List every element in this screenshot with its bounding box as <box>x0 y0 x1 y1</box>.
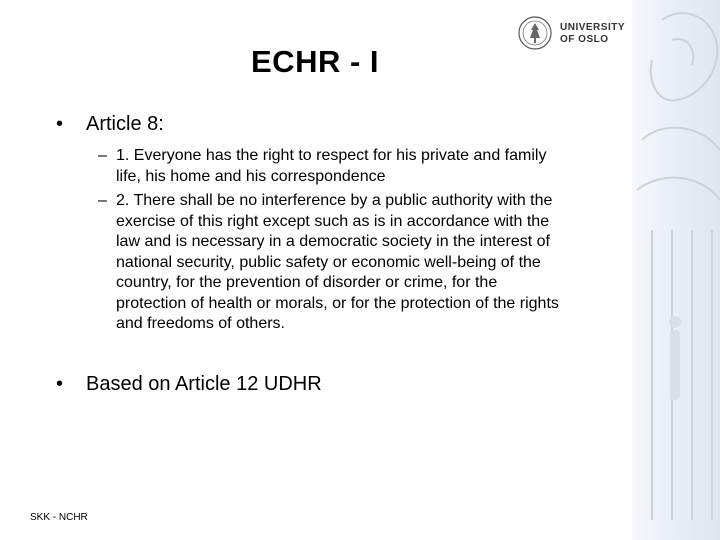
bullet-text: Based on Article 12 UDHR <box>86 373 322 395</box>
subitem-marker: – <box>98 147 107 164</box>
subitem-text: 2. There shall be no interference by a public authority with the exercise of this right except such as is in accordance with the law and is necessary in a democratic society in the interest of national security, public safety or economic well-being of the country, for the prevention of disorder or crime, for the protection of health or morals, or for the protection of the rights and freedoms of others. <box>116 192 559 332</box>
subitem-marker: – <box>98 192 107 209</box>
subitem-text: 1. Everyone has the right to respect for his private and family life, his home and his correspondence <box>116 147 547 185</box>
bullet-text: Article 8: <box>86 113 164 135</box>
logo-text-line1: UNIVERSITY <box>560 22 626 33</box>
logo-text-line2: OF OSLO <box>560 34 609 45</box>
sculpture-illustration <box>632 0 720 540</box>
slide-title: ECHR - I <box>251 44 379 79</box>
bullet-marker: • <box>56 373 64 395</box>
bullet-marker: • <box>56 113 64 135</box>
decorative-sculpture-background <box>632 0 720 540</box>
footer-text: SKK - NCHR <box>30 512 88 523</box>
